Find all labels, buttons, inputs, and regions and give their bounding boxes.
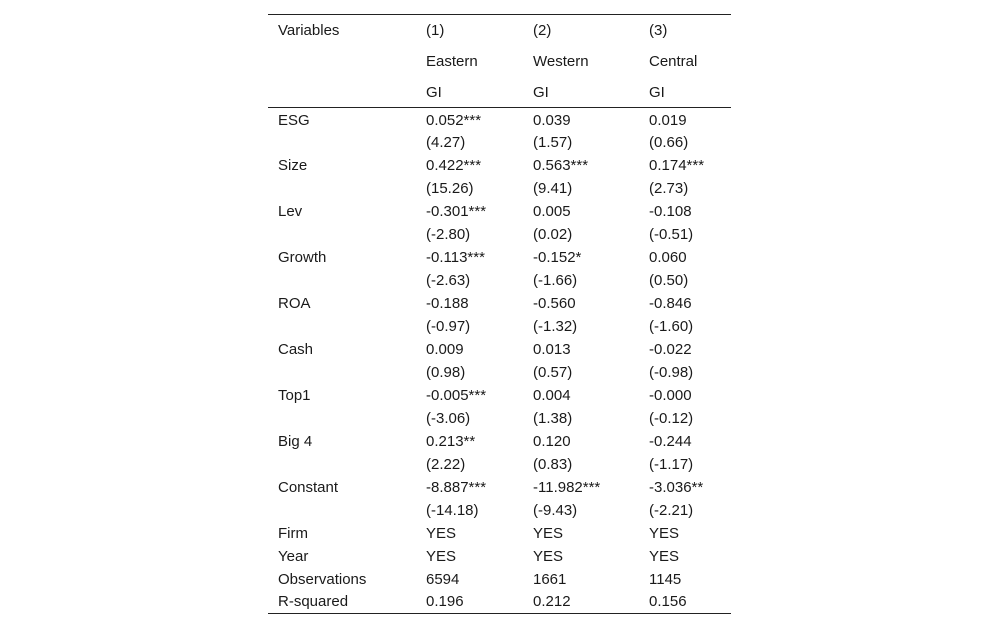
cell-value: (2.73) (649, 179, 689, 197)
table-row-tstat (268, 315, 731, 338)
cell-value: -0.560 (533, 294, 576, 312)
cell-value: (9.41) (533, 179, 573, 197)
cell-value: -0.000 (649, 386, 692, 404)
column-dependent-3: GI (639, 77, 731, 108)
table-row (268, 568, 731, 591)
cell-value: (15.26) (426, 179, 474, 197)
cell-value: 0.039 (533, 111, 571, 129)
row-label: Constant (278, 478, 339, 496)
cell-value: -0.152* (533, 248, 582, 266)
cell-value: (-2.63) (426, 271, 471, 289)
header-row-dependent (268, 77, 731, 108)
cell-value: -3.036** (649, 478, 704, 496)
cell-value: (0.98) (426, 363, 466, 381)
row-label: Lev (278, 202, 303, 220)
header-row-regions (268, 46, 731, 77)
cell-value: 0.019 (649, 111, 687, 129)
regression-results-table (268, 14, 731, 614)
cell-value: 0.005 (533, 202, 571, 220)
cell-value: YES (533, 547, 564, 565)
cell-value: (-1.17) (649, 455, 694, 473)
cell-value: -0.244 (649, 432, 692, 450)
cell-value: (0.66) (649, 133, 689, 151)
cell-value: (-0.51) (649, 225, 694, 243)
cell-value: -0.022 (649, 340, 692, 358)
column-dependent-2: GI (523, 77, 639, 108)
cell-value: (0.57) (533, 363, 573, 381)
row-label: Growth (278, 248, 327, 266)
row-label: ESG (278, 111, 310, 129)
cell-value: YES (649, 524, 680, 542)
row-label: Size (278, 156, 308, 174)
table-row-tstat (268, 177, 731, 200)
header-row-column-numbers (268, 15, 731, 46)
cell-value: -0.301*** (426, 202, 487, 220)
cell-value: 0.422*** (426, 156, 482, 174)
column-region-3: Central (649, 52, 698, 70)
cell-value: (1.38) (533, 409, 573, 427)
table-row (268, 246, 731, 269)
table-row (268, 476, 731, 499)
table-row (268, 430, 731, 453)
table-row (268, 384, 731, 407)
table-row-tstat (268, 453, 731, 476)
cell-value: YES (649, 547, 680, 565)
cell-value: (-1.32) (533, 317, 578, 335)
column-region-1: Eastern (426, 52, 478, 70)
cell-value: -0.113*** (426, 248, 485, 266)
cell-value: (2.22) (426, 455, 466, 473)
cell-value: (-3.06) (426, 409, 471, 427)
row-label (268, 499, 416, 522)
table-row-tstat (268, 269, 731, 292)
cell-value: 0.156 (639, 591, 731, 614)
cell-value: (-0.12) (649, 409, 694, 427)
cell-value: -0.005*** (426, 386, 487, 404)
table-body (268, 108, 731, 614)
cell-value: 1661 (533, 570, 567, 588)
cell-value: -0.108 (649, 202, 692, 220)
row-label: Cash (278, 340, 314, 358)
table-row (268, 108, 731, 131)
table-row (268, 338, 731, 361)
cell-value: (0.02) (533, 225, 573, 243)
cell-value: YES (426, 547, 457, 565)
cell-value: -11.982*** (533, 478, 601, 496)
table-row (268, 591, 731, 614)
table-row-tstat (268, 361, 731, 384)
cell-value: YES (533, 524, 564, 542)
cell-value: 0.120 (533, 432, 571, 450)
cell-value: 0.196 (416, 591, 523, 614)
cell-value: 0.013 (533, 340, 571, 358)
table-row-tstat (268, 499, 731, 522)
row-label (268, 361, 416, 384)
row-label: Year (278, 547, 309, 565)
cell-value: (-14.18) (426, 501, 479, 519)
cell-value: (-9.43) (533, 501, 578, 519)
table-row-tstat (268, 131, 731, 154)
cell-value: -8.887*** (426, 478, 487, 496)
variables-header: Variables (268, 15, 416, 46)
cell-value: 0.052*** (426, 111, 482, 129)
cell-value: (-2.80) (426, 225, 471, 243)
row-label: R-squared (268, 591, 416, 614)
row-label: ROA (278, 294, 311, 312)
cell-value: (0.83) (533, 455, 573, 473)
column-dependent-1: GI (416, 77, 523, 108)
cell-value: 0.213** (426, 432, 476, 450)
cell-value: (4.27) (426, 133, 466, 151)
table-row-tstat (268, 407, 731, 430)
table-row (268, 522, 731, 545)
cell-value: (-1.66) (533, 271, 578, 289)
row-label (268, 223, 416, 246)
cell-value: 0.060 (649, 248, 687, 266)
header-spacer (268, 77, 416, 108)
table-row (268, 292, 731, 315)
cell-value: -0.846 (649, 294, 692, 312)
table-row-tstat (268, 223, 731, 246)
column-region-2: Western (533, 52, 589, 70)
row-label (268, 407, 416, 430)
cell-value: 6594 (426, 570, 460, 588)
cell-value: 0.174*** (649, 156, 705, 174)
row-label (268, 269, 416, 292)
table-row (268, 154, 731, 177)
table-row (268, 545, 731, 568)
cell-value: (1.57) (533, 133, 573, 151)
row-label: Top1 (278, 386, 311, 404)
cell-value: 0.004 (533, 386, 571, 404)
cell-value: (-1.60) (649, 317, 694, 335)
cell-value: 1145 (649, 570, 682, 588)
row-label (268, 315, 416, 338)
row-label (268, 131, 416, 154)
row-label (268, 453, 416, 476)
header-spacer (268, 46, 416, 77)
row-label: Firm (278, 524, 308, 542)
column-number-1: (1) (416, 15, 523, 46)
row-label: Big 4 (278, 432, 313, 450)
cell-value: 0.212 (523, 591, 639, 614)
row-label (268, 177, 416, 200)
cell-value: (-2.21) (649, 501, 694, 519)
table-row (268, 200, 731, 223)
cell-value: (0.50) (649, 271, 689, 289)
cell-value: (-0.98) (649, 363, 694, 381)
cell-value: (-0.97) (426, 317, 471, 335)
cell-value: -0.188 (426, 294, 469, 312)
column-number-2: (2) (523, 15, 639, 46)
cell-value: 0.563*** (533, 156, 589, 174)
cell-value: YES (426, 524, 457, 542)
row-label: Observations (278, 570, 367, 588)
column-number-3: (3) (639, 15, 731, 46)
cell-value: 0.009 (426, 340, 464, 358)
table-header (268, 15, 731, 108)
